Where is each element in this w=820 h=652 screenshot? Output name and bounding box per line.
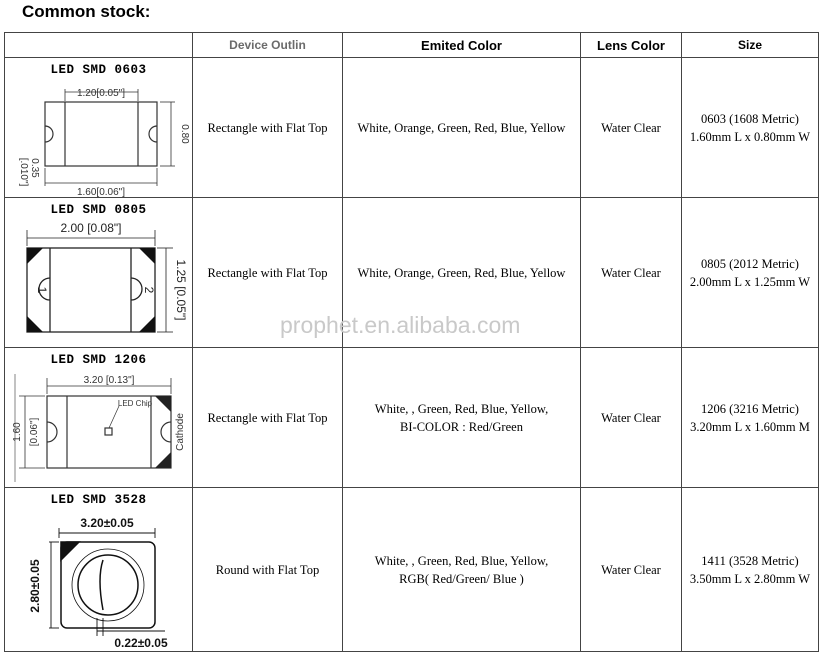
lens-cell: Water Clear <box>581 488 682 652</box>
cathode-label: Cathode <box>175 413 186 451</box>
diagram-cell <box>5 58 193 198</box>
stock-table <box>4 32 819 652</box>
size-line: 3.20mm L x 1.60mm M <box>690 419 810 434</box>
header-diagram <box>5 33 193 58</box>
header-size: Size <box>682 33 819 58</box>
color-cell <box>343 58 581 198</box>
dim-pad-inch: [.010"] <box>18 157 29 187</box>
table-row <box>5 198 819 348</box>
outline-cell: Rectangle with Flat Top <box>193 198 343 348</box>
size-cell <box>682 58 819 198</box>
outline-cell: Rectangle with Flat Top <box>193 58 343 198</box>
dim-length-bottom: 1.60[0.06"] <box>76 187 126 198</box>
size-line: 1206 (3216 Metric) <box>701 401 799 416</box>
size-line: 0603 (1608 Metric) <box>701 111 799 126</box>
color-line: White, , Green, Red, Blue, Yellow, <box>374 401 549 416</box>
lens-cell: Water Clear <box>581 348 682 488</box>
dim-length: 3.20 [0.13"] <box>83 375 135 386</box>
size-line: 2.00mm L x 1.25mm W <box>689 274 811 289</box>
header-row <box>5 33 819 58</box>
color-cell <box>343 348 581 488</box>
led-0603-drawing <box>5 58 193 198</box>
size-cell <box>682 348 819 488</box>
watermark: prophet.en.alibaba.com <box>280 312 521 338</box>
size-line: 1411 (3528 Metric) <box>701 553 799 568</box>
color-cell <box>343 198 581 348</box>
dim-length: 2.00 [0.08"] <box>60 221 122 235</box>
header-device-outline: Device Outlin <box>193 33 343 58</box>
color-cell <box>343 488 581 652</box>
diagram-cell <box>5 348 193 488</box>
table-row <box>5 58 819 198</box>
dim-width: 1.25 [0.05"] <box>174 259 188 321</box>
dim-width: 1.60 <box>12 422 23 442</box>
size-line: 0805 (2012 Metric) <box>701 256 799 271</box>
color-line: White, , Green, Red, Blue, Yellow, <box>374 553 549 568</box>
color-line: RGB( Red/Green/ Blue ) <box>399 571 524 586</box>
part-label: LED SMD 1206 <box>50 353 147 367</box>
dim-lead: 0.22±0.05 <box>114 636 168 650</box>
lens-cell: Water Clear <box>581 198 682 348</box>
page-heading: Common stock: <box>22 2 151 21</box>
header-lens-color: Lens Color <box>581 33 682 58</box>
led-chip-label: LED Chip <box>117 399 153 408</box>
dim-width: 0.80 <box>179 124 190 144</box>
outline-cell: Round with Flat Top <box>193 488 343 652</box>
size-cell <box>682 488 819 652</box>
lens-cell: Water Clear <box>581 58 682 198</box>
led-0805-drawing <box>5 198 193 348</box>
color-line: BI-COLOR : Red/Green <box>400 419 523 434</box>
header-emitted-color: Emited Color <box>343 33 581 58</box>
dim-width: 2.80±0.05 <box>28 559 42 613</box>
color-line: White, Orange, Green, Red, Blue, Yellow <box>357 120 566 135</box>
dim-length-top: 1.20[0.05"] <box>76 88 126 99</box>
part-label: LED SMD 0805 <box>50 203 147 217</box>
table-row <box>5 348 819 488</box>
led-3528-drawing <box>5 488 193 652</box>
table-row <box>5 488 819 652</box>
part-label: LED SMD 0603 <box>50 63 147 77</box>
led-1206-drawing <box>5 348 193 488</box>
size-cell <box>682 198 819 348</box>
pin-1-label: 1 <box>35 286 49 294</box>
outline-cell: Rectangle with Flat Top <box>193 348 343 488</box>
dim-width-inch: [0.06"] <box>29 417 40 447</box>
pin-2-label: 2 <box>142 286 156 294</box>
diagram-cell <box>5 488 193 652</box>
diagram-cell <box>5 198 193 348</box>
dim-length: 3.20±0.05 <box>80 516 134 530</box>
size-line: 3.50mm L x 2.80mm W <box>689 571 811 586</box>
dim-pad: 0.35 <box>29 158 40 178</box>
part-label: LED SMD 3528 <box>50 493 147 507</box>
size-line: 1.60mm L x 0.80mm W <box>689 129 811 144</box>
color-line: White, Orange, Green, Red, Blue, Yellow <box>357 265 566 280</box>
